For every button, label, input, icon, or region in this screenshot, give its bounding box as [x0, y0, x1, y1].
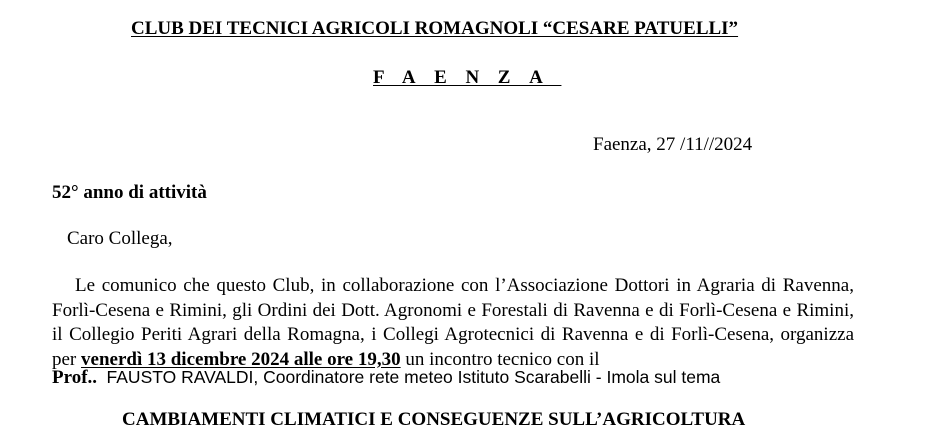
club-title: CLUB DEI TECNICI AGRICOLI ROMAGNOLI “CESARE PATUELLI”: [131, 18, 739, 39]
letter-date: Faenza, 27 /11//2024: [593, 134, 753, 155]
speaker-title: Prof..: [52, 367, 98, 388]
speaker-details: FAUSTO RAVALDI, Coordinatore rete meteo Istituto Scarabelli - Imola sul tema: [106, 367, 721, 387]
anniversary-line: 52° anno di attività: [52, 182, 207, 203]
event-datetime: venerdì 13 dicembre 2024 alle ore 19,30: [81, 348, 401, 370]
topic-title: CAMBIAMENTI CLIMATICI E CONSEGUENZE SULL’AGRICOLTURA: [122, 409, 746, 430]
city-title: FAENZA: [373, 67, 562, 88]
body-text-intro: Le comunico che questo Club, in collaborazione con l’Associazione Dottori in Agraria di Ravenna, Forlì-Cesena e Rimini, gli Ordini dei Dott. Agronomi e Forestali di Ravenna e di Forlì-Cesena e Rimini, il Collegio Periti Agrari della Romagna, i Collegi Agrotecnici di Ravenna e di Forlì-Cesena, organizza per: [52, 275, 854, 370]
body-paragraph: [52, 274, 854, 372]
greeting: Caro Collega,: [67, 228, 173, 249]
body-text-continuation: un incontro tecnico con il: [400, 348, 600, 370]
speaker-line: [52, 366, 720, 389]
